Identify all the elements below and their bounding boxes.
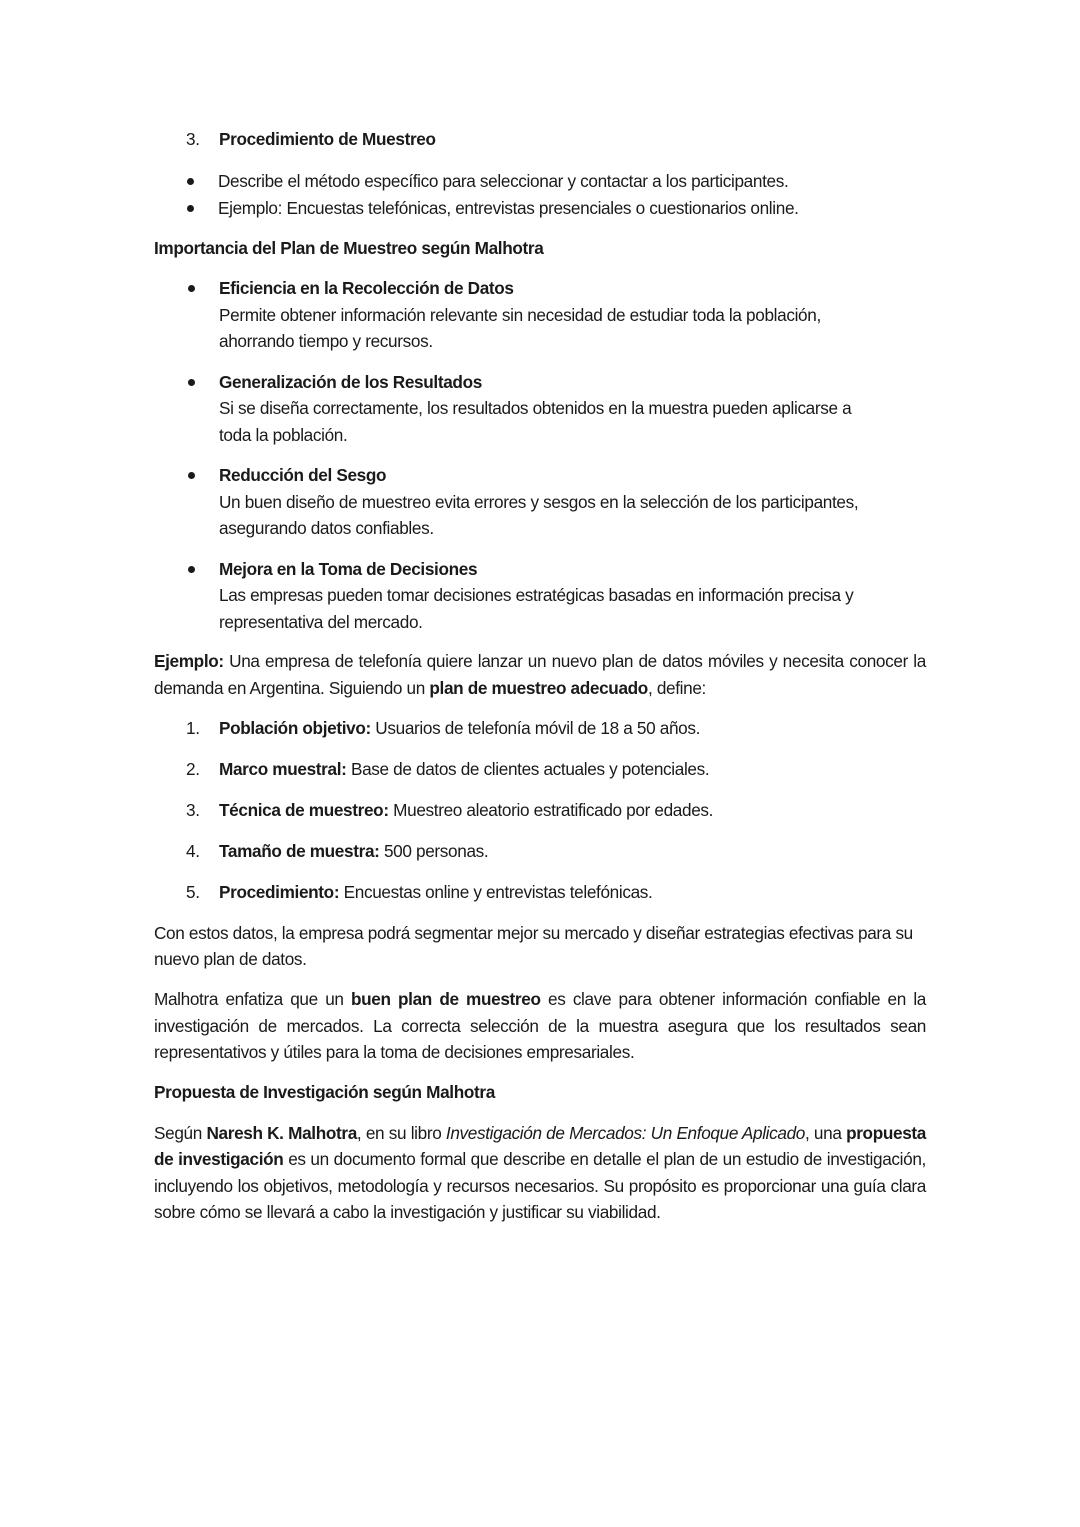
procedimiento-bullets <box>154 168 926 222</box>
list-item <box>154 756 926 783</box>
heading-text: Propuesta de Investigación según Malhotra <box>154 1082 495 1102</box>
paragraph-text: , una <box>805 1122 847 1143</box>
bullet-text: Ejemplo: Encuestas telefónicas, entrevistas presenciales o cuestionarios online. <box>218 198 799 218</box>
list-item <box>154 715 926 742</box>
bold-phrase: propuesta de investigación <box>154 1122 926 1169</box>
list-number: 3. <box>186 800 200 820</box>
item-description-line: representativa del mercado. <box>219 611 423 632</box>
list-number: 4. <box>186 841 200 861</box>
bullet-icon <box>188 566 195 573</box>
bullet-icon <box>188 379 195 386</box>
item-value: Usuarios de telefonía móvil de 18 a 50 años. <box>370 718 701 738</box>
item-description-line: asegurando datos confiables. <box>219 518 434 538</box>
section-title: Procedimiento de Muestreo <box>219 129 436 149</box>
malhotra-paragraph <box>154 986 926 1066</box>
bullet-icon <box>188 285 195 292</box>
ejemplo-label: Ejemplo: <box>154 651 224 671</box>
book-title: Investigación de Mercados: Un Enfoque Aplicado <box>445 1122 806 1143</box>
bold-phrase: plan de muestreo adecuado <box>429 677 648 698</box>
ejemplo-numbered-list <box>154 715 926 906</box>
item-label: Técnica de muestreo: <box>219 800 389 820</box>
item-value: Muestreo aleatorio estratificado por edades. <box>388 800 714 820</box>
item-description-line: ahorrando tiempo y recursos. <box>219 331 433 351</box>
list-number: 3. <box>186 129 200 149</box>
item-description-line: Las empresas pueden tomar decisiones estratégicas basadas en información precisa y <box>219 585 854 605</box>
paragraph-text: es un documento formal que describe en detalle el plan de un estudio de investigación, incluyendo los objetivos, metodología y recursos necesarios. Su propósito es proporcionar una guía clara sobre cómo se llevará a cabo la investigación y justificar su viabilidad. <box>154 1149 926 1222</box>
item-value: 500 personas. <box>379 841 489 861</box>
paragraph-text: Malhotra enfatiza que un <box>154 989 351 1009</box>
author-name: Naresh K. Malhotra <box>206 1122 357 1143</box>
item-value: Base de datos de clientes actuales y potenciales. <box>346 759 710 779</box>
importancia-heading <box>154 235 926 262</box>
bold-phrase: buen plan de muestreo <box>351 989 541 1009</box>
item-description-line: toda la población. <box>219 424 348 445</box>
list-item <box>154 195 926 222</box>
list-item <box>154 797 926 824</box>
item-title: Generalización de los Resultados <box>219 371 482 392</box>
list-number: 5. <box>186 882 200 902</box>
bullet-icon <box>187 205 194 212</box>
list-item <box>154 879 926 906</box>
paragraph-text: Una empresa de telefonía quiere lanzar un nuevo plan de datos móviles y necesita conocer la demanda en Argentina. Siguiendo un <box>154 651 926 698</box>
paragraph-text: , define: <box>647 677 706 698</box>
item-value: Encuestas online y entrevistas telefónicas. <box>339 882 653 902</box>
propuesta-paragraph <box>154 1120 926 1226</box>
list-item <box>154 369 926 449</box>
bullet-text: Describe el método específico para seleccionar y contactar a los participantes. <box>218 170 789 191</box>
item-label: Procedimiento: <box>219 882 340 902</box>
item-label: Población objetivo: <box>219 718 371 738</box>
list-item <box>154 275 926 355</box>
bullet-icon <box>188 472 195 479</box>
item-title: Reducción del Sesgo <box>219 465 387 485</box>
item-description-line: Permite obtener información relevante sin necesidad de estudiar toda la población, <box>219 304 821 325</box>
paragraph-text: es clave para obtener información confiable en la investigación de mercados. La correcta selección de la muestra asegura que los resultados sean representativos y útiles para la toma de decisiones empresariales. <box>154 989 926 1062</box>
item-label: Tamaño de muestra: <box>219 841 380 861</box>
propuesta-heading <box>154 1079 926 1106</box>
ejemplo-paragraph <box>154 648 926 701</box>
list-item <box>154 556 926 636</box>
item-title: Mejora en la Toma de Decisiones <box>219 558 478 579</box>
conclusion-paragraph: Con estos datos, la empresa podrá segmentar mejor su mercado y diseñar estrategias efectivas para su nuevo plan de datos. <box>154 922 913 969</box>
importancia-list <box>154 275 926 635</box>
procedimiento-heading <box>154 126 926 153</box>
list-number: 1. <box>186 718 200 738</box>
list-number: 2. <box>186 759 200 779</box>
list-item <box>154 168 926 195</box>
list-item <box>154 462 926 542</box>
item-description-line: Si se diseña correctamente, los resultados obtenidos en la muestra pueden aplicarse a <box>219 398 852 418</box>
bullet-icon <box>187 178 194 185</box>
paragraph-text: , en su libro <box>356 1122 446 1143</box>
heading-text: Importancia del Plan de Muestreo según Malhotra <box>154 237 544 258</box>
document-page <box>154 126 926 1226</box>
list-item <box>154 838 926 865</box>
item-title: Eficiencia en la Recolección de Datos <box>219 278 514 298</box>
paragraph-text: Según <box>154 1122 207 1143</box>
item-label: Marco muestral: <box>219 759 347 779</box>
item-description-line: Un buen diseño de muestreo evita errores y sesgos en la selección de los participantes, <box>219 491 859 512</box>
